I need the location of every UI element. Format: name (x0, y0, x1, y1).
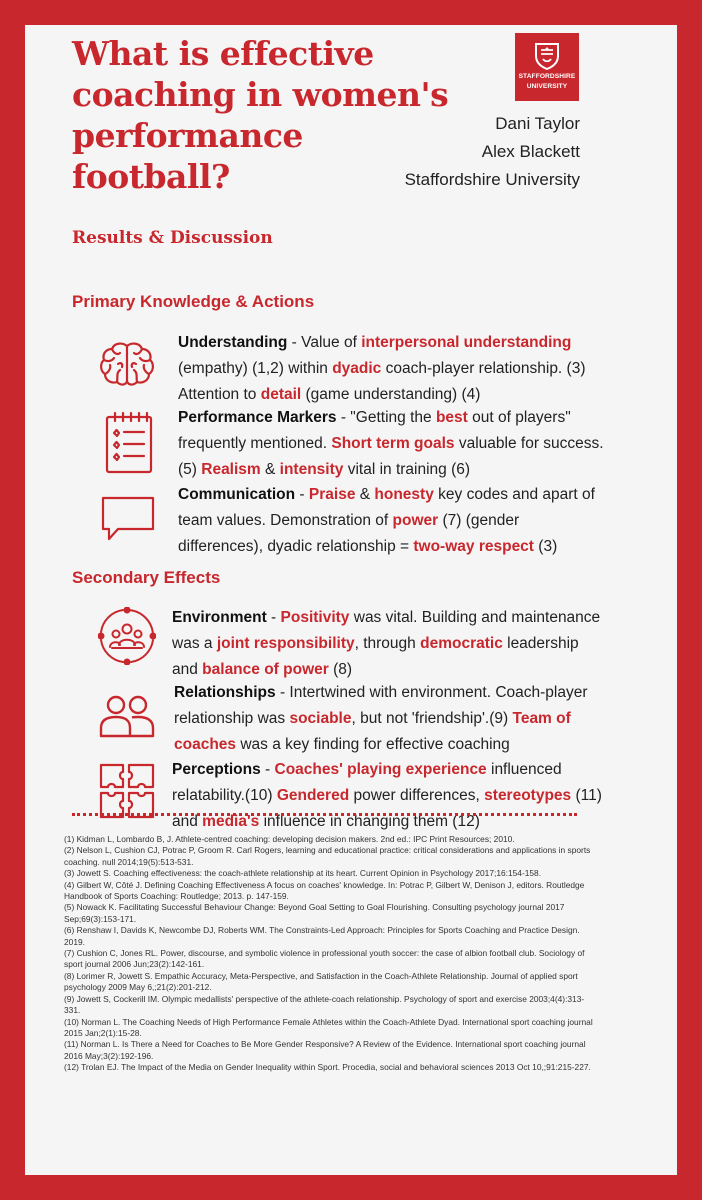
section-title: Results & Discussion (72, 228, 273, 248)
crest-icon (534, 42, 560, 70)
puzzle-icon (98, 762, 156, 820)
reference-item: (3) Jowett S. Coaching effectiveness: the coach-athlete relationship at its heart. Current Opinion in Psychology 2017;16:154-158. (64, 868, 542, 879)
item-communication: Communication - Praise & honesty key codes and apart of team values. Demonstration of power (7) (gender differences), dyadic relationship = two-way respect (3) (178, 486, 595, 555)
brain-icon (98, 340, 156, 388)
speech-bubble-icon (100, 495, 156, 543)
reference-item: (7) Cushion C, Jones RL. Power, discourse, and symbolic violence in professional youth soccer: the case of albion football club. Sociology of sport journal 2006 Jun;23(2):142-161. (64, 948, 585, 970)
reference-item: (10) Norman L. The Coaching Needs of High Performance Female Athletes within the Coach-Athlete Dyad. International sport coaching journal 2015 Jan;2(1):15-28. (64, 1016, 593, 1038)
dotted-divider (72, 813, 577, 816)
university-logo (515, 33, 579, 101)
author-1: Dani Taylor (495, 114, 580, 133)
reference-item: (11) Norman L. Is There a Need for Coaches to Be More Gender Responsive? A Review of the Evidence. International sport coaching journal 2016 May;3(2):192-196. (64, 1039, 586, 1061)
logo-text-line2: UNIVERSITY (526, 83, 568, 90)
reference-item: (5) Nowack K. Facilitating Successful Behaviour Change: Beyond Goal Setting to Goal Flourishing. Consulting psychology journal 2017 Sep;69(3):153-171. (64, 902, 565, 924)
item-understanding: Understanding - Value of interpersonal understanding (empathy) (1,2) within dyadic coach-player relationship. (3) Attention to detail (game understanding) (4) (178, 334, 586, 403)
two-people-icon (98, 692, 156, 740)
poster-title: What is effective coaching in women's performance football? (72, 34, 449, 196)
item-environment: Environment - Positivity was vital. Building and maintenance was a joint responsibility, through democratic leadership and balance of power (8) (172, 609, 601, 678)
item-performance-markers: Performance Markers - "Getting the best out of players" frequently mentioned. Short term goals valuable for success.(5) Realism & intensity vital in training (6) (178, 409, 604, 478)
reference-item: (9) Jowett S, Cockerill IM. Olympic medallists' perspective of the athlete-coach relationship. Psychology of sport and exercise 2003;4(4):313-331. (64, 993, 585, 1016)
reference-item: (1) Kidman L, Lombardo B, J. Athlete-centred coaching: developing decision makers. 2nd ed.: IPC Print Resources; 2010. (64, 834, 515, 844)
affiliation: Staffordshire University (404, 170, 580, 189)
item-perceptions: Perceptions - Coaches' playing experience influenced relatability.(10) Gendered power differences, stereotypes (11) and media's influence in changing them (12) (172, 761, 602, 830)
checklist-icon (104, 411, 154, 475)
authors-block (380, 110, 580, 194)
reference-item: (6) Renshaw I, Davids K, Newcombe DJ, Roberts WM. The Constraints-Led Approach: Principles for Sports Coaching and Practice Design. 2019. (64, 925, 580, 947)
reference-item: (12) Trolan EJ. The Impact of the Media on Gender Inequality within Sport. Procedia, social and behavioral sciences 2013 Oct 10,;91:215-227. (64, 1062, 591, 1073)
item-relationships: Relationships - Intertwined with environment. Coach-player relationship was sociable, but not 'friendship'.(9) Team of coaches was a key finding for effective coaching (174, 684, 588, 753)
primary-heading: Primary Knowledge & Actions (72, 292, 315, 311)
reference-item: (4) Gilbert W, Côté J. Defining Coaching Effectiveness A focus on coaches' knowledge. In: Potrac P, Gilbert W, Denison J, editors. Routledge Handbook of Sports Coaching: Routledge; 2013. p. 147-159. (64, 879, 585, 902)
logo-text-line1: STAFFORDSHIRE (518, 73, 576, 80)
author-2: Alex Blackett (481, 142, 580, 161)
team-circle-icon (98, 607, 156, 665)
reference-item: (2) Nelson L, Cushion CJ, Potrac P, Groom R. Carl Rogers, learning and educational practice: critical considerations and applications in sports coaching. null 2014;19(5):513-531. (64, 845, 591, 867)
secondary-heading: Secondary Effects (72, 568, 221, 587)
reference-item: (8) Lorimer R, Jowett S. Empathic Accuracy, Meta-Perspective, and Satisfaction in the Coach-Athlete Relationship. Journal of applied sport psychology 2009 May 6,;21(2):201-212. (64, 970, 578, 993)
references-list (64, 834, 594, 1074)
